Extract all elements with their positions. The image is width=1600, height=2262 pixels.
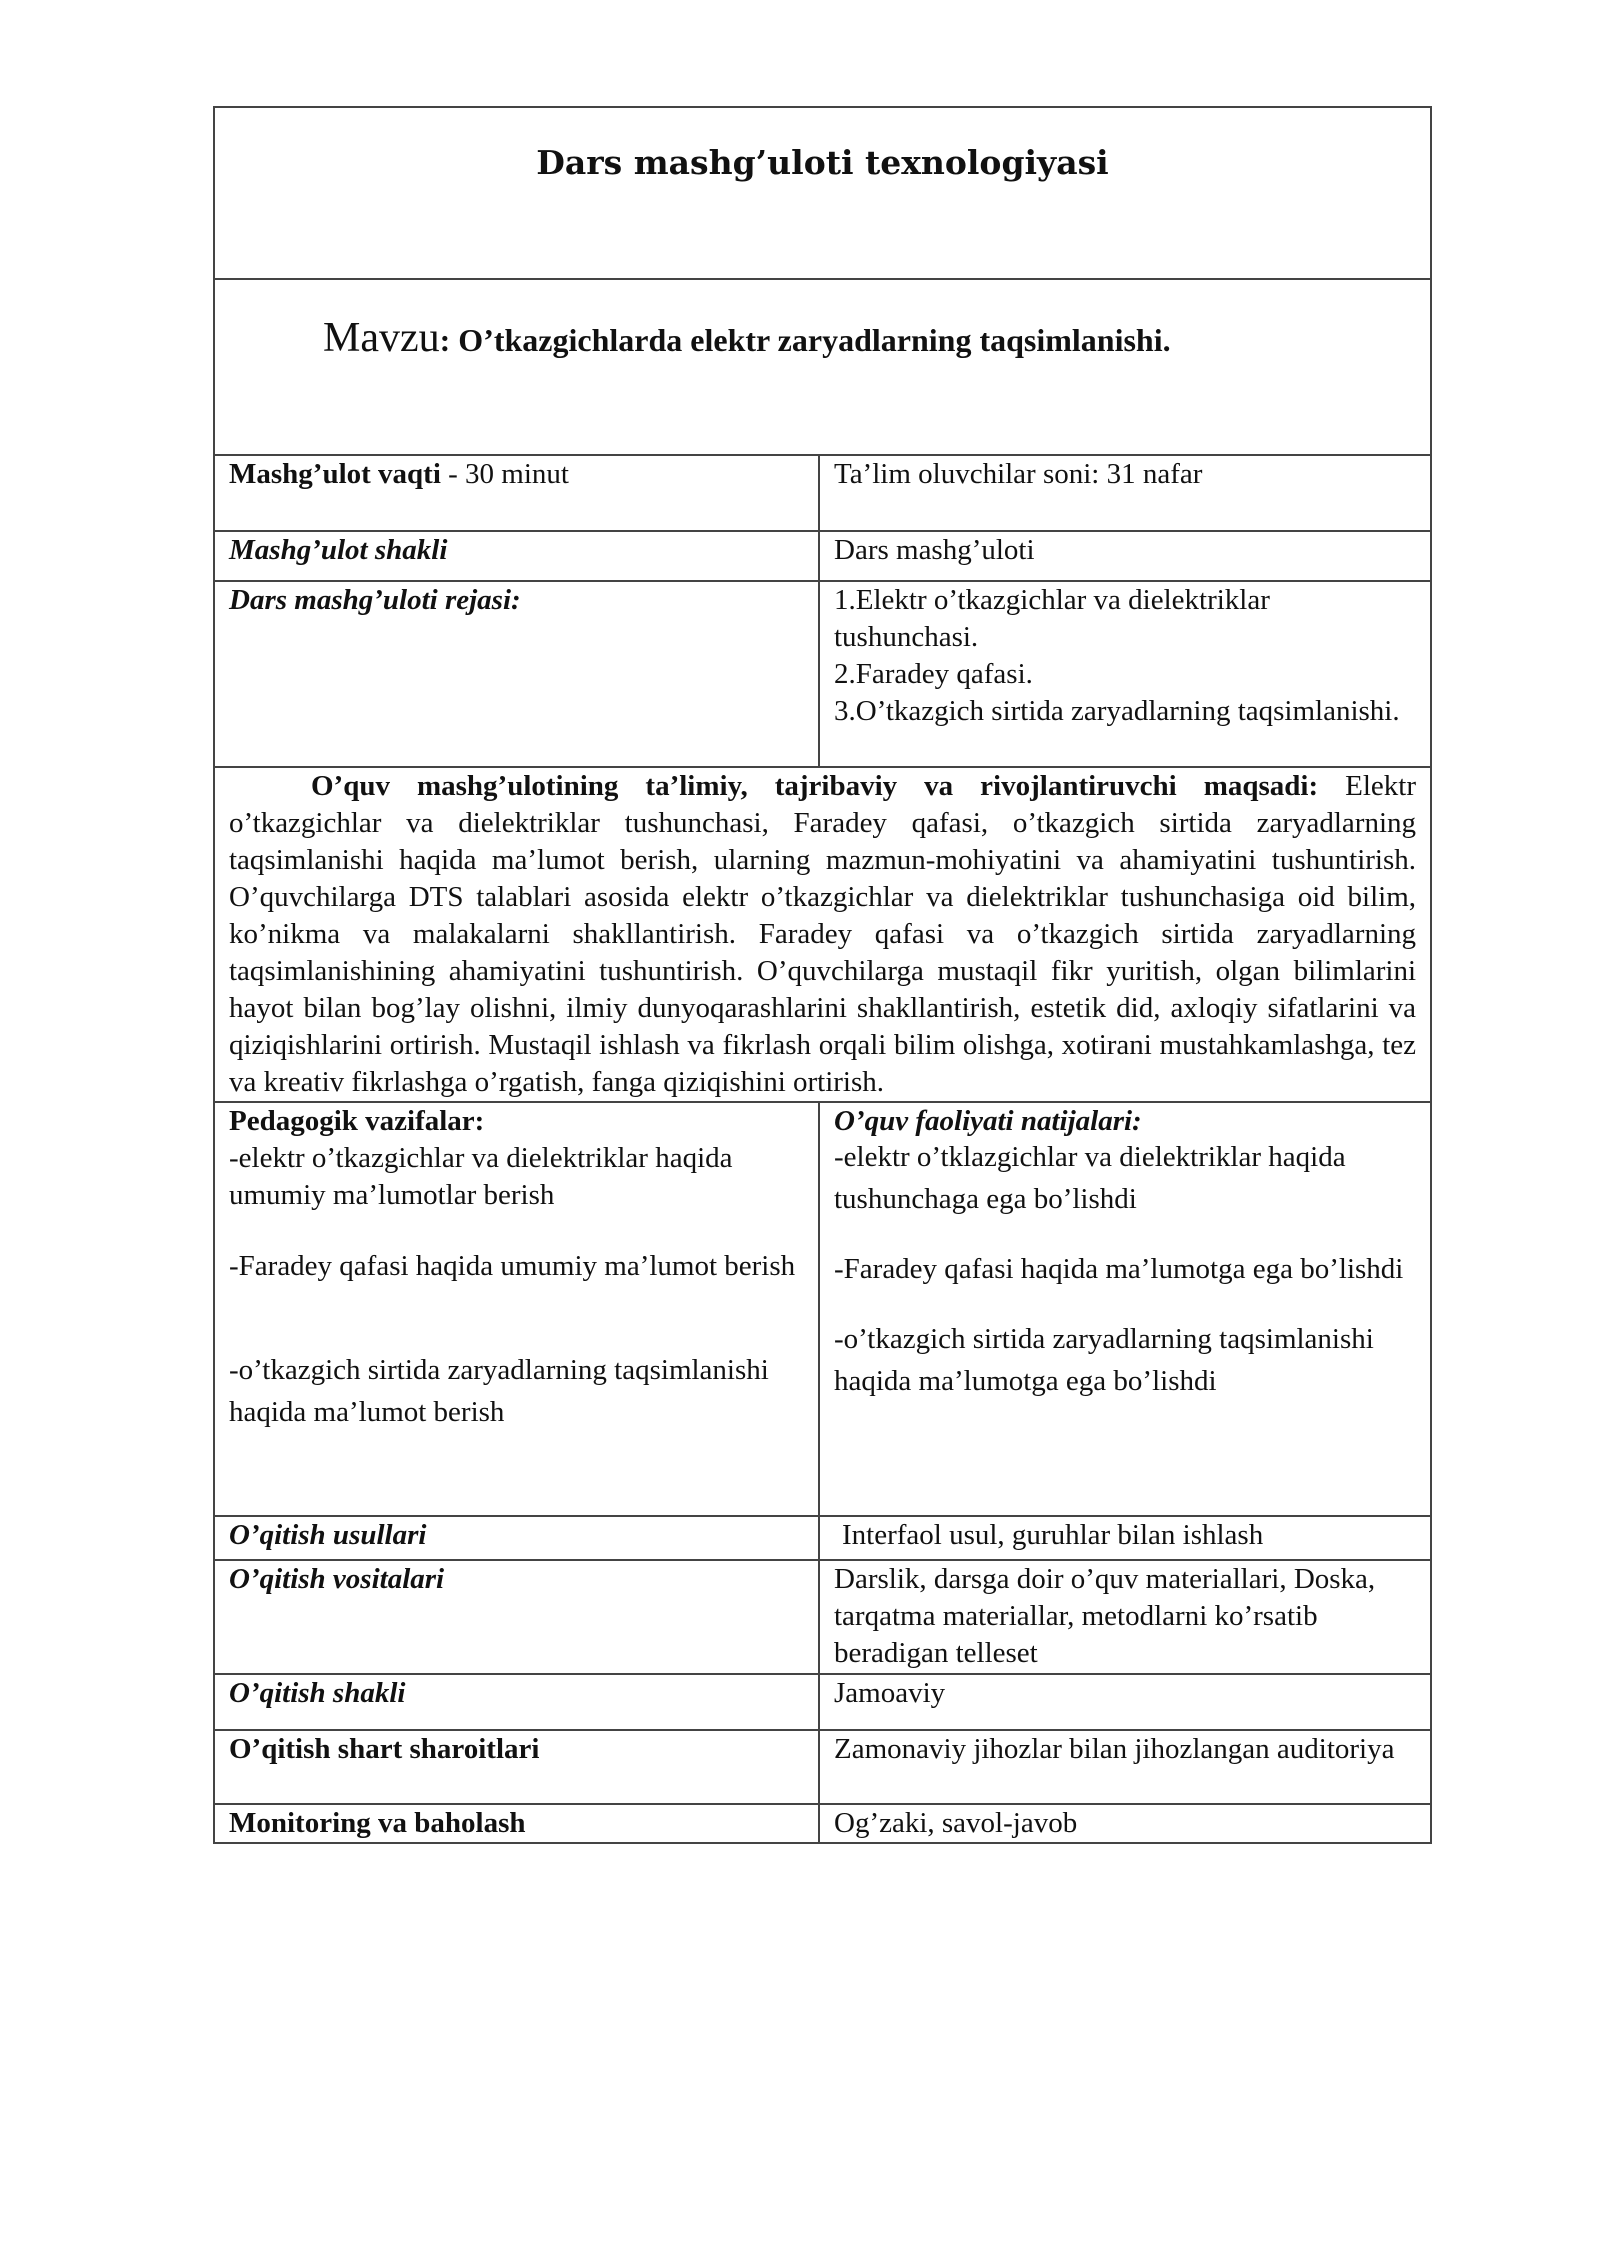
task-item: -elektr o’tkazgichlar va dielektriklar haqida umumiy ma’lumotlar berish bbox=[229, 1142, 733, 1211]
tools-value-cell bbox=[819, 1560, 1431, 1674]
form-value-cell bbox=[819, 531, 1431, 581]
monitoring-label-cell bbox=[214, 1804, 819, 1843]
plan-item: 3.O’tkazgich sirtida zaryadlarning taqsimlanishi. bbox=[834, 695, 1400, 727]
goal-paragraph bbox=[229, 768, 1416, 1101]
conditions-row bbox=[214, 1730, 1431, 1804]
tools-value: Darslik, darsga doir o’quv materiallari, Doska, tarqatma materiallar, metodlarni ko’rsatib beradigan telleset bbox=[834, 1563, 1376, 1669]
methods-label-cell bbox=[214, 1516, 819, 1560]
goal-lead: O’quv mashg’ulotining ta’limiy, tajribaviy va rivojlantiruvchi maqsadi: bbox=[311, 770, 1319, 802]
topic-text: : O’tkazgichlarda elektr zaryadlarning taqsimlanishi. bbox=[439, 322, 1171, 358]
conditions-label: O’qitish shart sharoitlari bbox=[229, 1733, 540, 1765]
topic-label: Mavzu bbox=[323, 315, 440, 361]
form-value: Dars mashg’uloti bbox=[834, 534, 1035, 566]
result-item: -o’tkazgich sirtida zaryadlarning taqsimlanishi haqida ma’lumotga ega bo’lishdi bbox=[834, 1323, 1374, 1397]
title-row bbox=[214, 107, 1431, 279]
form-label-cell bbox=[214, 531, 819, 581]
plan-label: Dars mashg’uloti rejasi: bbox=[229, 584, 521, 616]
tools-label: O’qitish vositalari bbox=[229, 1563, 445, 1595]
task-item: -o’tkazgich sirtida zaryadlarning taqsimlanishi haqida ma’lumot berish bbox=[229, 1354, 769, 1428]
goal-text: Elektr o’tkazgichlar va dielektriklar tushunchasi, Faradey qafasi, o’tkazgich sirtida zaryadlarning taqsimlanishi haqida ma’lumot berish, ularning mazmun-mohiyatini va ahamiyatini tushuntirish. O’quvchilarga DTS talablari asosida elektr o’tkazgichlar va dielektriklar tushunchasiga oid bilim, ko’nikma va malakalarni shakllantirish. Faradey qafasi va o’tkazgich sirtida zaryadlarning taqsimlanishining ahamiyatini tushuntirish. O’quvchilarga mustaqil fikr yuritish, olgan bilimlarini hayot bilan bog’lay olishni, ilmiy dunyoqarashlarini shakllantirish, estetik did, axloqiy sifatlarini va qiziqishlarini ortirish. Mustaqil ishlash va fikrlash orqali bilim olishga, xotirani mustahkamlashga, tez va kreativ fikrlashga o’rgatish, fanga qiziqishini ortirish. bbox=[229, 770, 1417, 1098]
tasks-label: Pedagogik vazifalar: bbox=[229, 1105, 485, 1137]
plan-item: 1.Elektr o’tkazgichlar va dielektriklar tushunchasi. bbox=[834, 584, 1270, 653]
time-value: - 30 minut bbox=[440, 458, 569, 490]
time-label: Mashg’ulot vaqti bbox=[229, 458, 441, 490]
result-item: -elektr o’tklazgichlar va dielektriklar haqida tushunchaga ega bo’lishdi bbox=[834, 1141, 1346, 1215]
shape-row bbox=[214, 1674, 1431, 1730]
methods-label: O’qitish usullari bbox=[229, 1519, 427, 1551]
results-cell bbox=[819, 1102, 1431, 1516]
methods-value-cell bbox=[819, 1516, 1431, 1560]
task-item: -Faradey qafasi haqida umumiy ma’lumot berish bbox=[229, 1250, 796, 1282]
plan-item: 2.Faradey qafasi. bbox=[834, 658, 1033, 690]
topic-row bbox=[214, 279, 1431, 455]
tools-row bbox=[214, 1560, 1431, 1674]
goal-row bbox=[214, 767, 1431, 1102]
conditions-value: Zamonaviy jihozlar bilan jihozlangan auditoriya bbox=[834, 1733, 1395, 1765]
monitoring-value-cell bbox=[819, 1804, 1431, 1843]
methods-row bbox=[214, 1516, 1431, 1560]
monitoring-value: Og’zaki, savol-javob bbox=[834, 1807, 1078, 1839]
topic bbox=[323, 316, 1416, 362]
tasks-cell bbox=[214, 1102, 819, 1516]
goal-cell bbox=[214, 767, 1431, 1102]
results-list bbox=[834, 1136, 1416, 1402]
students-cell bbox=[819, 455, 1431, 531]
conditions-value-cell bbox=[819, 1730, 1431, 1804]
tasks-row bbox=[214, 1102, 1431, 1516]
document-title: Dars mashg’uloti texnologiyasi bbox=[536, 143, 1109, 182]
result-item: -Faradey qafasi haqida ma’lumotga ega bo’lishdi bbox=[834, 1253, 1404, 1285]
time-row bbox=[214, 455, 1431, 531]
tasks-list bbox=[229, 1140, 804, 1433]
plan-items-cell bbox=[819, 581, 1431, 767]
title-cell bbox=[214, 107, 1431, 279]
monitoring-label: Monitoring va baholash bbox=[229, 1807, 526, 1839]
topic-cell bbox=[214, 279, 1431, 455]
plan-label-cell bbox=[214, 581, 819, 767]
tools-label-cell bbox=[214, 1560, 819, 1674]
lesson-technology-table bbox=[213, 106, 1432, 1844]
monitoring-row bbox=[214, 1804, 1431, 1843]
students-count: Ta’lim oluvchilar soni: 31 nafar bbox=[834, 458, 1203, 490]
form-row bbox=[214, 531, 1431, 581]
shape-value-cell bbox=[819, 1674, 1431, 1730]
form-label: Mashg’ulot shakli bbox=[229, 534, 448, 566]
time-cell bbox=[214, 455, 819, 531]
shape-value: Jamoaviy bbox=[834, 1677, 946, 1709]
shape-label-cell bbox=[214, 1674, 819, 1730]
results-label: O’quv faoliyati natijalari: bbox=[834, 1105, 1142, 1137]
plan-row bbox=[214, 581, 1431, 767]
shape-label: O’qitish shakli bbox=[229, 1677, 406, 1709]
methods-value: Interfaol usul, guruhlar bilan ishlash bbox=[842, 1519, 1264, 1551]
conditions-label-cell bbox=[214, 1730, 819, 1804]
